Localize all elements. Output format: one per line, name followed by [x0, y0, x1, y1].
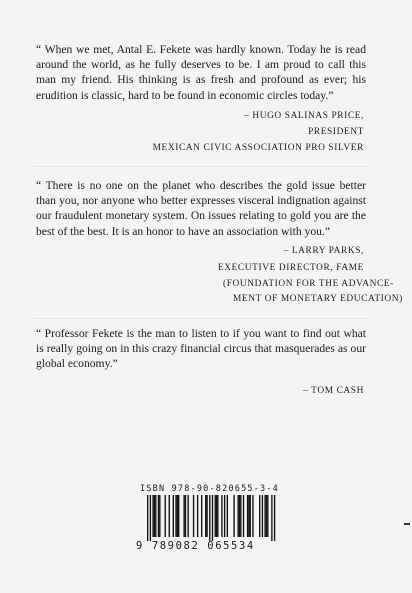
testimonial-larry-parks: [36, 178, 366, 239]
barcode-bar: [239, 495, 240, 537]
barcode-bar: [209, 495, 210, 541]
barcode-bar: [243, 495, 244, 537]
quote-text: “ Professor Fekete is the man to listen to if you want to find out what is really going on in this crazy financial circus that masquerades as our global economy.”: [36, 327, 366, 371]
barcode-bar: [154, 495, 155, 537]
barcode-bar: [159, 495, 160, 537]
barcode-bar: [205, 495, 206, 537]
barcode-bars: [136, 495, 279, 541]
testimonial-tom-cash: [36, 326, 366, 372]
barcode-bar: [206, 495, 207, 537]
barcode-bar: [197, 495, 198, 537]
barcode-bar: [165, 495, 166, 537]
ean-digits: 9 789082 065534: [136, 540, 255, 552]
barcode-bar: [227, 495, 228, 537]
section-divider: [34, 318, 368, 319]
attribution-line-org: (FOUNDATION FOR THE ADVANCE-: [223, 279, 394, 289]
barcode-bar: [193, 495, 194, 537]
barcode-bar: [169, 495, 170, 537]
barcode-bar: [185, 495, 186, 537]
attribution-line-title: EXECUTIVE DIRECTOR, FAME: [217, 263, 364, 273]
isbn-label: ISBN 978-90-820655-3-4: [140, 484, 279, 494]
barcode-bar: [237, 495, 238, 537]
attribution-line-title: PRESIDENT: [308, 127, 364, 137]
barcode-bar: [262, 495, 263, 537]
testimonial-salinas-price: [36, 42, 366, 103]
barcode-bar: [240, 495, 241, 537]
barcode-bar: [252, 495, 253, 537]
barcode-bar: [215, 495, 216, 537]
barcode-bar: [173, 495, 174, 537]
barcode-bar: [152, 495, 153, 537]
barcode-bar: [201, 495, 202, 537]
attribution-line-org: MEXICAN CIVIC ASSOCIATION PRO SILVER: [152, 143, 364, 153]
barcode-bar: [271, 495, 272, 541]
barcode-bar: [178, 495, 179, 537]
barcode-bar: [250, 495, 251, 537]
attribution-line-name: – LARRY PARKS,: [283, 246, 364, 256]
quote-text: “ There is no one on the planet who describes the gold issue better than you, nor anyone who better expresses visceral indignation against our fraudulent monetary system. On issues relating to gold you are the best of the best. It is an honor to have an association with you.”: [36, 179, 366, 238]
barcode-bar: [217, 495, 218, 537]
edge-mark: [404, 523, 410, 525]
barcode-bar: [158, 495, 159, 537]
attribution-line-org-cont: MENT OF MONETARY EDUCATION): [233, 294, 403, 304]
barcode-bar: [247, 495, 248, 537]
barcode-bar: [233, 495, 234, 537]
barcode-bar: [267, 495, 268, 537]
barcode-bar: [221, 495, 222, 537]
barcode-bar: [259, 495, 260, 537]
barcode-bar: [150, 495, 151, 541]
barcode-bar: [266, 495, 267, 537]
attribution-line-name: – HUGO SALINAS PRICE,: [244, 111, 364, 121]
barcode-bar: [188, 495, 189, 537]
barcode-bar: [224, 495, 225, 537]
barcode-bar: [216, 495, 217, 537]
barcode-bar: [177, 495, 178, 537]
barcode-bar: [175, 495, 176, 537]
isbn-barcode: [136, 484, 279, 560]
section-divider: [34, 166, 368, 167]
attribution-line-name: – TOM CASH: [303, 386, 364, 396]
barcode-bar: [155, 495, 156, 537]
barcode-bar: [147, 495, 148, 541]
barcode-bar: [274, 495, 275, 541]
barcode-bar: [183, 495, 184, 537]
quote-text: “ When we met, Antal E. Fekete was hardly known. Today he is read around the world, as he fully deserves to be. I am proud to call this man my friend. His thinking is as fresh and profound as ever; his erudition is classic, hard to be found in economic circles today.”: [36, 43, 366, 102]
barcode-bar: [264, 495, 265, 537]
barcode-bar: [248, 495, 249, 537]
barcode-bar: [212, 495, 213, 541]
